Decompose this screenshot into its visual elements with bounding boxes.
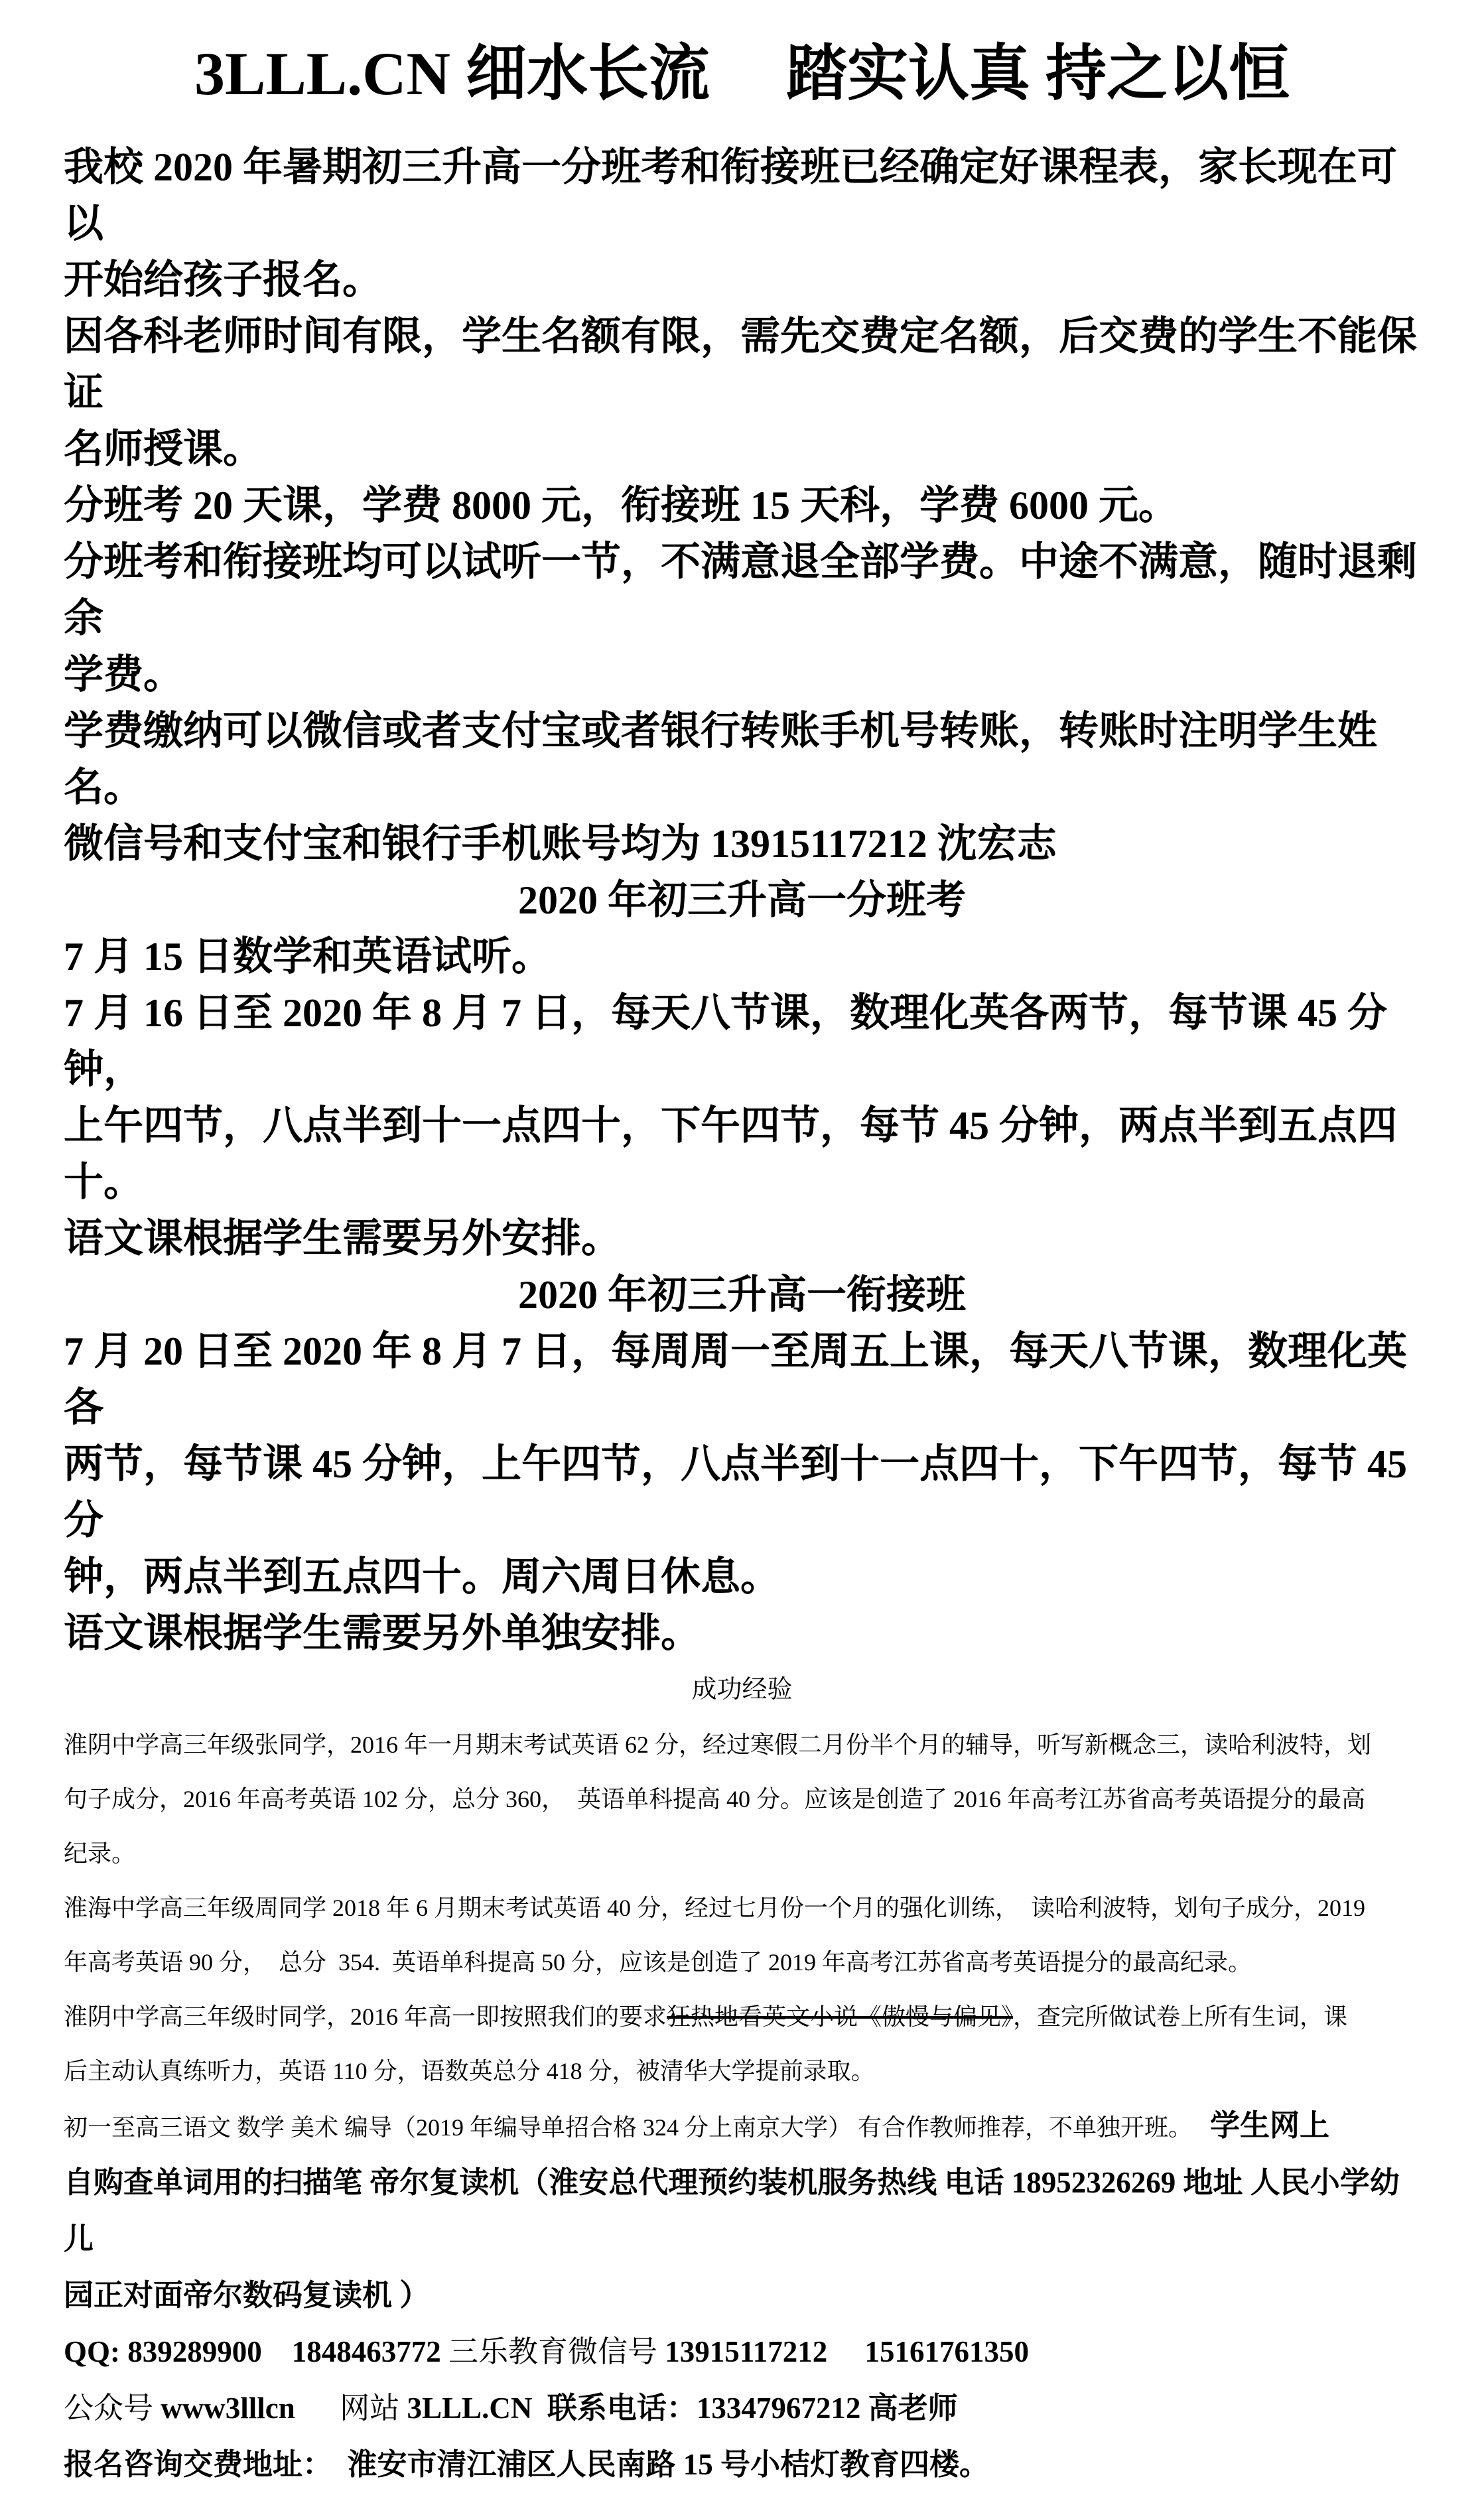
gap xyxy=(295,2392,340,2425)
address-label: 报名咨询交费地址： xyxy=(64,2448,333,2481)
success-story-line: 后主动认真练听力，英语 110 分，语数英总分 418 分，被清华大学提前录取。 xyxy=(64,2058,875,2084)
website-label: 网站 xyxy=(340,2392,407,2425)
success-story-line: 年高考英语 90 分， 总分 354. 英语单科提高 50 分，应该是创造了 2019 年高考江苏省高考英语提分的最高纪录。 xyxy=(64,1949,1252,1976)
success-heading: 成功经验 xyxy=(691,1676,793,1704)
website-value: 3LLL.CN xyxy=(407,2392,533,2425)
qq-numbers: QQ: 839289900 1848463772 xyxy=(64,2335,448,2368)
success-story-line: 句子成分，2016 年高考英语 102 分，总分 360， 英语单科提高 40 分。应该是创造了 2016 年高考江苏省高考英语提分的最高 xyxy=(64,1786,1366,1812)
success-story-line: 淮阴中学高三年级张同学，2016 年一月期末考试英语 62 分，经过寒假二月份半个月的辅导，听写新概念三，读哈利波特，划 xyxy=(64,1731,1372,1758)
intro-line: 分班考和衔接班均可以试听一节，不满意退全部学费。中途不满意，随时退剩余 xyxy=(64,540,1417,640)
programs-line xyxy=(64,2098,1420,2155)
official-account-line xyxy=(64,2380,1420,2437)
bridge-class-line: 7 月 20 日至 2020 年 8 月 7 日，每周周一至周五上课，每天八节课，数理化英各 xyxy=(64,1329,1407,1430)
qq-contact-line xyxy=(64,2324,1420,2380)
payment-account-line: 微信号和支付宝和银行手机账号均为 13915117212 沈宏志 xyxy=(64,822,1057,866)
intro-line: 我校 2020 年暑期初三升高一分班考和衔接班已经确定好课程表，家长现在可以 xyxy=(64,145,1397,245)
success-story-line: 纪录。 xyxy=(64,1840,136,1867)
scanner-line: 园正对面帝尔数码复读机 ） xyxy=(64,2279,430,2312)
gap xyxy=(332,2448,348,2481)
intro-line: 学费缴纳可以微信或者支付宝或者银行转账手机号转账，转账时注明学生姓名。 xyxy=(64,709,1377,809)
students-online-text: 学生网上 xyxy=(1210,2109,1330,2142)
intro-line: 学费。 xyxy=(64,653,183,697)
intro-line: 因各科老师时间有限，学生名额有限，需先交费定名额，后交费的学生不能保证 xyxy=(64,314,1417,415)
wechat-numbers: 13915117212 15161761350 xyxy=(665,2335,1030,2368)
placement-exam-line: 语文课根据学生需要另外安排。 xyxy=(64,1217,621,1260)
placement-exam-line: 7 月 15 日数学和英语试听。 xyxy=(64,935,551,978)
account-label: 公众号 xyxy=(64,2392,161,2425)
story-text: 淮阴中学高三年级时同学，2016 年高一即按照我们的要求 xyxy=(64,2003,667,2030)
story-text: ，查完所做试卷上所有生词，课 xyxy=(1013,2003,1348,2030)
intro-line: 开始给孩子报名。 xyxy=(64,258,382,302)
phone-contact: 联系电话：13347967212 高老师 xyxy=(532,2392,958,2425)
account-value: www3lllcn xyxy=(161,2392,295,2425)
address-line xyxy=(64,2437,1420,2493)
scanner-line: 自购查单词用的扫描笔 帝尔复读机（淮安总代理预约装机服务热线 电话 18952326269 地址 人民小学幼儿 xyxy=(64,2166,1400,2256)
placement-exam-heading: 2020 年初三升高一分班考 xyxy=(518,878,966,922)
bridge-class-line: 钟，两点半到五点四十。周六周日休息。 xyxy=(64,1555,780,1599)
success-story-line: 淮海中学高三年级周同学 2018 年 6 月期末考试英语 40 分，经过七月份一个月的强化训练， 读哈利波特，划句子成分，2019 xyxy=(64,1895,1366,1921)
wechat-label: 三乐教育微信号 xyxy=(448,2335,665,2368)
placement-exam-line: 7 月 16 日至 2020 年 8 月 7 日，每天八节课，数理化英各两节，每节课 45 分钟， xyxy=(64,991,1387,1091)
intro-line: 名师授课。 xyxy=(64,427,263,471)
struck-text: 狂热地看英文小说《傲慢与偏见》 xyxy=(667,2003,1014,2030)
placement-exam-line: 上午四节，八点半到十一点四十，下午四节，每节 45 分钟，两点半到五点四十。 xyxy=(64,1104,1397,1204)
intro-line: 分班考 20 天课，学费 8000 元，衔接班 15 天科，学费 6000 元。 xyxy=(64,484,1178,527)
bridge-class-line: 语文课根据学生需要另外单独安排。 xyxy=(64,1611,701,1655)
programs-text: 初一至高三语文 数学 美术 编导（2019 年编导单招合格 324 分上南京大学） 有合作教师推荐，不单独开班。 xyxy=(64,2114,1211,2141)
success-story-line xyxy=(64,1989,1420,2044)
bridge-class-line: 两节，每节课 45 分钟，上午四节，八点半到十一点四十，下午四节，每节 45 分 xyxy=(64,1442,1417,1542)
document-title: 3LLL.CN 细水长流 踏实认真 持之以恒 xyxy=(194,40,1290,107)
address-value: 淮安市清江浦区人民南路 15 号小桔灯教育四楼。 xyxy=(347,2448,990,2481)
bridge-class-heading: 2020 年初三升高一衔接班 xyxy=(518,1273,966,1317)
